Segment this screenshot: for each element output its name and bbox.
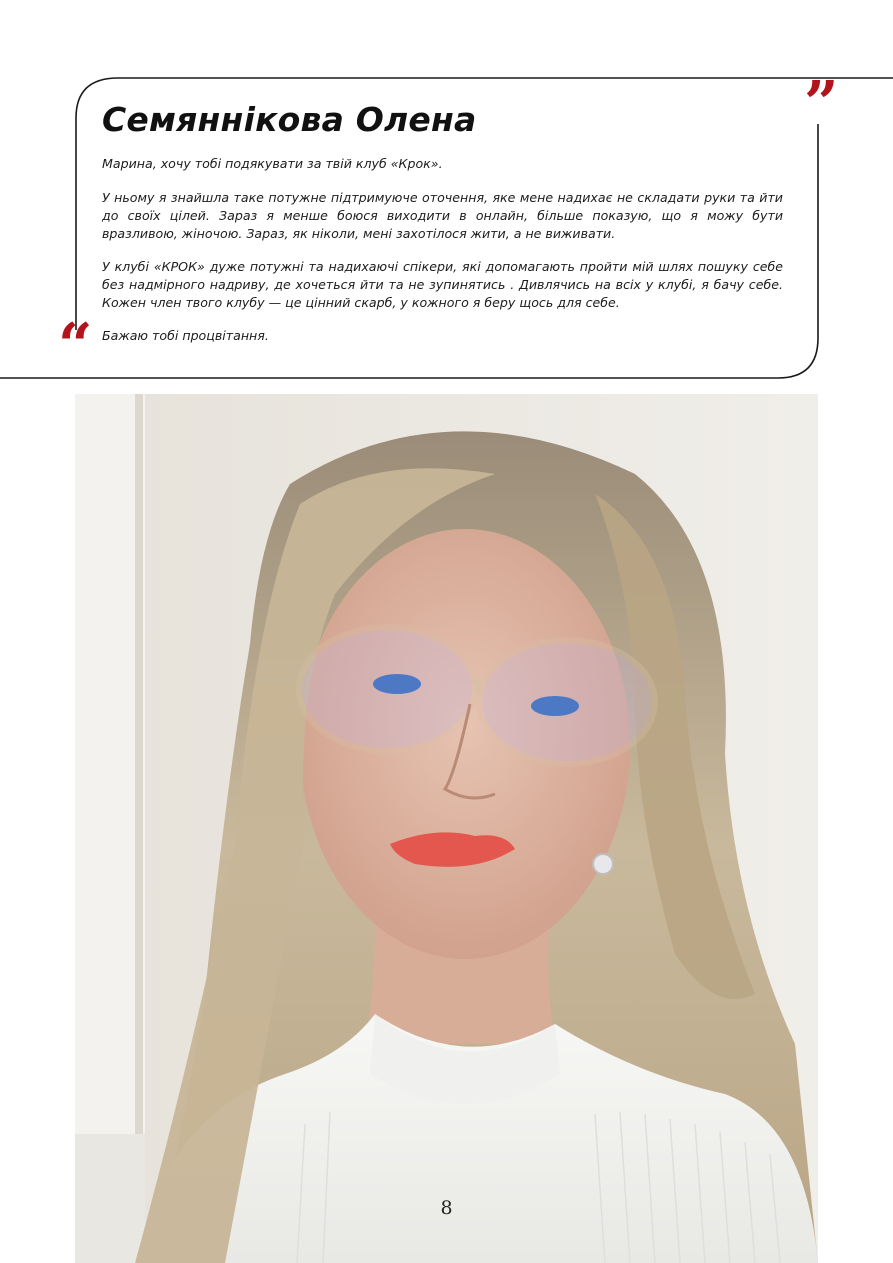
testimonial-paragraph-2: У ньому я знайшла таке потужне підтримуюче оточення, яке мене надихає не складати руки та йти до своїх цілей. Зараз я менше боюся виходити в онлайн, більше показую, що я можу бути вразливою, жіночою. Зараз, як ніколи, мені захотілося жити, а не виживати. xyxy=(102,190,783,241)
author-portrait-photo xyxy=(75,394,818,1263)
page-number: 8 xyxy=(440,1197,453,1219)
open-quote-icon: “ xyxy=(58,311,87,381)
close-quote-icon: ” xyxy=(804,69,833,139)
testimonial-paragraph-4: Бажаю тобі процвітання. xyxy=(102,328,269,343)
testimonial-paragraph-1: Марина, хочу тобі подякувати за твій клуб «Крок». xyxy=(102,156,443,171)
author-name: Семяннікова Олена xyxy=(102,100,477,139)
testimonial-paragraph-3: У клубі «КРОК» дуже потужні та надихаючі спікери, які допомагають пройти мій шлях пошуку себе без надмірного надриву, де хочеться йти та не зупинятись . Дивлячись на всіх у клубі, я бачу себе. Кожен член твого клубу — це цінний скарб, у кожного я беру щось для себе. xyxy=(102,259,783,310)
portrait-illustration xyxy=(75,394,818,1263)
